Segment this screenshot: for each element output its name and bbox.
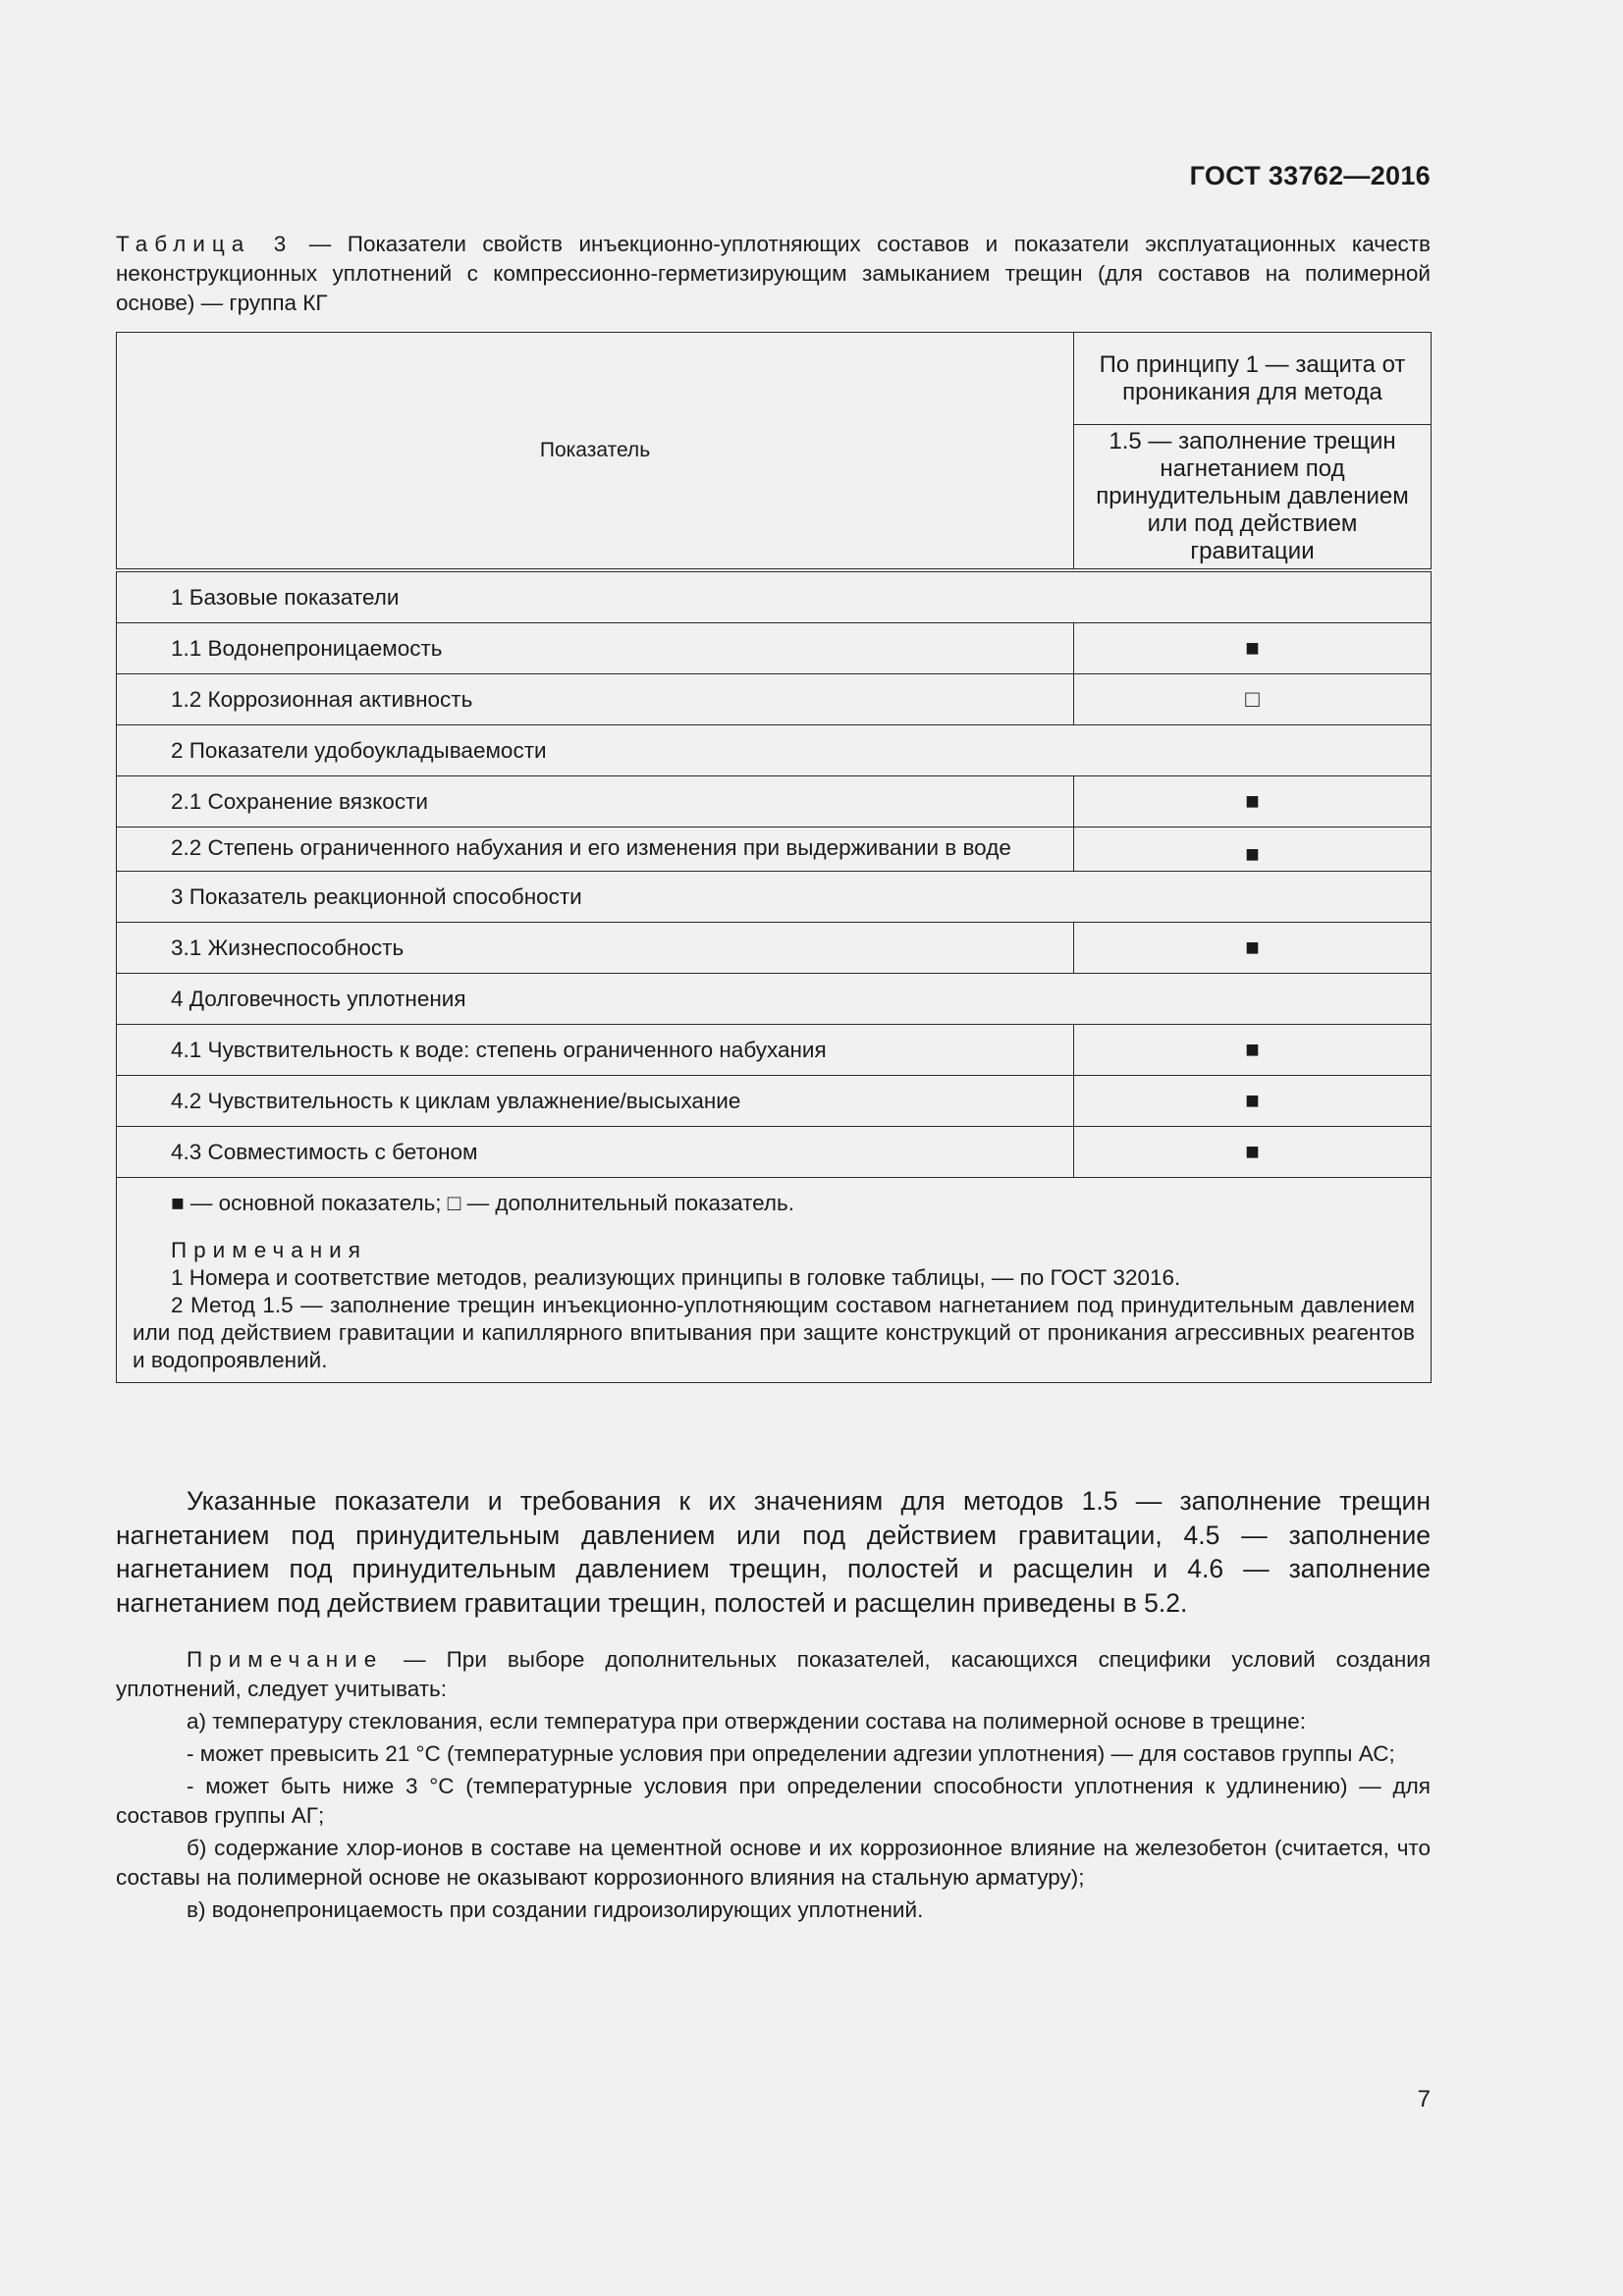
table-row: [117, 1025, 1432, 1076]
section-title: 4 Долговечность уплотнения: [117, 974, 1432, 1025]
table-notes: [117, 1178, 1432, 1383]
table-row: [117, 776, 1432, 828]
document-id: ГОСТ 33762—2016: [1189, 161, 1431, 190]
primary-mark-icon: ■: [1074, 1025, 1432, 1076]
note-item-a1: - может превысить 21 °С (температурные условия при определении адгезии уплотнения) — для составов группы АС;: [187, 1741, 1395, 1766]
table-row: [117, 1127, 1432, 1178]
table-row: [117, 974, 1432, 1025]
body-paragraph-block: [116, 1484, 1431, 1620]
table-legend: ■ — основной показатель; □ — дополнительный показатель.: [171, 1191, 795, 1215]
note-label: Примечание: [187, 1647, 384, 1672]
table-row: [117, 674, 1432, 725]
note-item-a2: - может быть ниже 3 °С (температурные условия при определении способности уплотнения к удлинению) — для составов группы АГ;: [116, 1774, 1431, 1828]
table-row: [117, 828, 1432, 872]
table-notes-row: [117, 1178, 1432, 1383]
body-paragraph: Указанные показатели и требования к их значениям для методов 1.5 — заполнение трещин нагнетанием под принудительным давлением или под действием гравитации, 4.5 — заполнение нагнетанием под принудительным давлением трещин, полостей и расщелин и 4.6 — заполнение нагнетанием под действием гравитации трещин, полостей и расщелин приведены в 5.2.: [116, 1486, 1431, 1618]
note-intro-text: — При выборе дополнительных показателей, касающихся специфики условий создания уплотнений, следует учитывать:: [116, 1647, 1431, 1701]
header-indicator: Показатель: [117, 333, 1074, 571]
row-label: 4.3 Совместимость с бетоном: [117, 1127, 1074, 1178]
row-label: 4.2 Чувствительность к циклам увлажнение/высыхание: [117, 1076, 1074, 1127]
section-title: 1 Базовые показатели: [117, 570, 1432, 623]
row-label: 4.1 Чувствительность к воде: степень ограниченного набухания: [117, 1025, 1074, 1076]
header-method: 1.5 — заполнение трещин нагнетанием под принудительным давлением или под действием гравитации: [1074, 425, 1432, 571]
header-principle: По принципу 1 — защита от проникания для метода: [1074, 333, 1432, 425]
note-block: [116, 1645, 1431, 1928]
row-label: 1.2 Коррозионная активность: [117, 674, 1074, 725]
row-label: 3.1 Жизнеспособность: [117, 923, 1074, 974]
table-caption: [116, 230, 1431, 318]
note-item-a: а) температуру стеклования, если температура при отверждении состава на полимерной основе в трещине:: [187, 1709, 1307, 1734]
section-title: 3 Показатель реакционной способности: [117, 872, 1432, 923]
primary-mark-icon: ■: [1074, 1127, 1432, 1178]
note-1: 1 Номера и соответствие методов, реализующих принципы в головке таблицы, — по ГОСТ 32016.: [171, 1265, 1181, 1290]
note-2: 2 Метод 1.5 — заполнение трещин инъекционно-уплотняющим составом нагнетанием под принудительным давлением или под действием гравитации и капиллярного впитывания при защите конструкций от проникания агрессивных реагентов и водопроявлений.: [133, 1293, 1415, 1372]
table-row: [117, 725, 1432, 776]
table-row: [117, 623, 1432, 674]
primary-mark-icon: ■: [1074, 1076, 1432, 1127]
notes-title: Примечания: [171, 1238, 367, 1262]
primary-mark-icon: ■: [1074, 923, 1432, 974]
page-number: 7: [1417, 2086, 1431, 2112]
table-caption-text: — Показатели свойств инъекционно-уплотняющих составов и показатели эксплуатационных качеств неконструкционных уплотнений с компрессионно-герметизирующим замыканием трещин (для составов на полимерной основе) — группа КГ: [116, 232, 1431, 315]
table-row: [117, 1076, 1432, 1127]
table-row: [117, 570, 1432, 623]
primary-mark-icon: ■: [1074, 828, 1432, 872]
indicators-table: [116, 332, 1432, 1383]
secondary-mark-icon: □: [1074, 674, 1432, 725]
note-item-c: в) водонепроницаемость при создании гидроизолирующих уплотнений.: [187, 1897, 924, 1922]
note-intro: [116, 1645, 1431, 1704]
table-caption-label: Таблица 3: [116, 232, 294, 256]
primary-mark-icon: ■: [1074, 623, 1432, 674]
row-label: 1.1 Водонепроницаемость: [117, 623, 1074, 674]
row-label: 2.1 Сохранение вязкости: [117, 776, 1074, 828]
row-label: 2.2 Степень ограниченного набухания и его изменения при выдерживании в воде: [117, 828, 1074, 872]
table-row: [117, 923, 1432, 974]
note-item-b: б) содержание хлор-ионов в составе на цементной основе и их коррозионное влияние на железобетон (считается, что составы на полимерной основе не оказывают коррозионного влияния на стальную арматуру);: [116, 1836, 1431, 1890]
section-title: 2 Показатели удобоукладываемости: [117, 725, 1432, 776]
primary-mark-icon: ■: [1074, 776, 1432, 828]
table-row: [117, 872, 1432, 923]
